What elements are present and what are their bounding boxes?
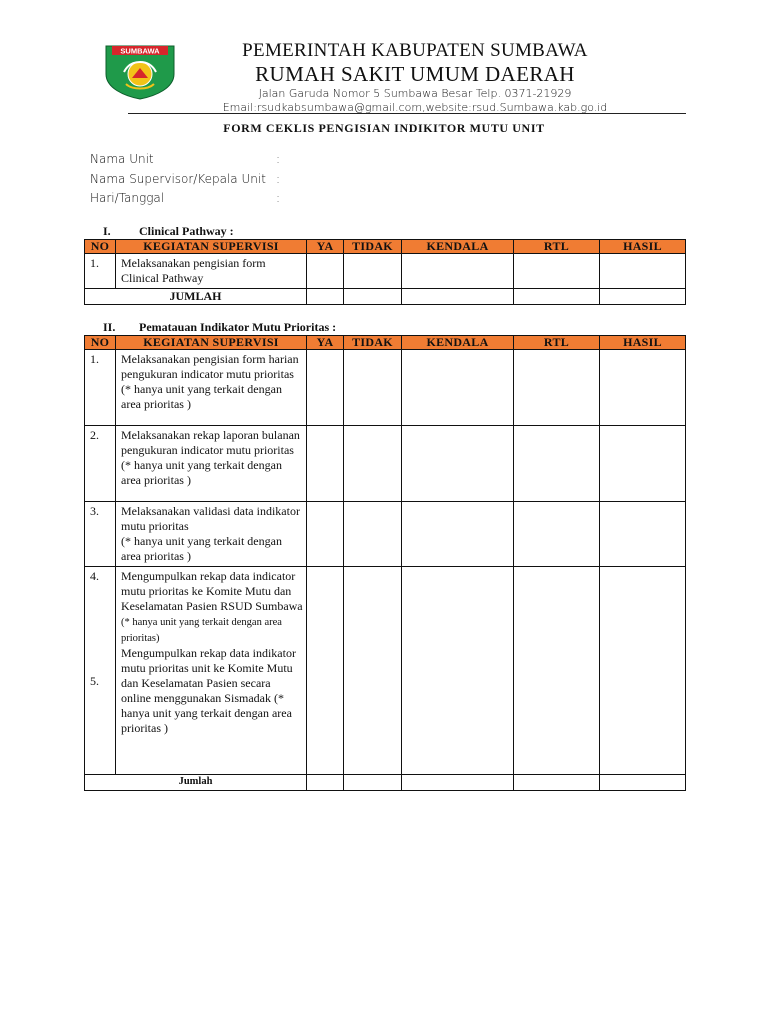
col-ya: YA <box>307 336 344 350</box>
svg-text:SUMBAWA: SUMBAWA <box>120 46 160 56</box>
field-label: Nama Unit <box>90 152 154 166</box>
row-number: 1. <box>85 254 116 289</box>
row-number <box>85 567 116 775</box>
field-nama-supervisor[interactable] <box>90 172 281 186</box>
col-rtl: RTL <box>514 336 600 350</box>
field-colon: : <box>276 152 281 166</box>
section-title: Clinical Pathway : <box>139 224 234 238</box>
row-activity <box>116 426 307 502</box>
cell-rtl[interactable] <box>514 426 600 502</box>
contact-line: Email:rsudkabsumbawa@gmail.com,website:rsud.Sumbawa.kab.go.id <box>222 101 608 114</box>
government-name: PEMERINTAH KABUPATEN SUMBAWA <box>242 40 588 61</box>
cell-ya[interactable] <box>307 254 344 289</box>
activity-4 <box>121 569 303 646</box>
activity-text: Melaksanakan pengisian form harian pengukuran indicator mutu prioritas <box>121 352 299 381</box>
row-activity: Melaksanakan pengisian form Clinical Pathway <box>116 254 307 289</box>
col-tidak: TIDAK <box>344 336 402 350</box>
field-colon: : <box>276 191 281 205</box>
row-activity <box>116 502 307 567</box>
total-rtl[interactable] <box>514 289 600 305</box>
cell-hasil[interactable] <box>600 254 686 289</box>
col-no: NO <box>85 336 116 350</box>
total-tidak[interactable] <box>344 775 402 791</box>
cell-hasil[interactable] <box>600 350 686 426</box>
table-row <box>85 426 686 502</box>
total-kendala[interactable] <box>402 289 514 305</box>
total-ya[interactable] <box>307 775 344 791</box>
sumbawa-logo <box>104 44 176 100</box>
address-line: Jalan Garuda Nomor 5 Sumbawa Besar Telp. 0371-21929 <box>258 87 572 100</box>
col-kegiatan: KEGIATAN SUPERVISI <box>116 240 307 254</box>
cell-tidak[interactable] <box>344 254 402 289</box>
cell-kendala[interactable] <box>402 426 514 502</box>
total-tidak[interactable] <box>344 289 402 305</box>
activity-text: Melaksanakan rekap laporan bulanan pengukuran indicator mutu prioritas <box>121 428 300 457</box>
activity-note: (* hanya unit yang terkait dengan area prioritas) <box>121 617 282 644</box>
cell-tidak[interactable] <box>344 502 402 567</box>
activity-text: Mengumpulkan rekap data indicator mutu prioritas ke Komite Mutu dan Keselamatan Pasien RSUD Sumbawa <box>121 569 303 613</box>
cell-ya[interactable] <box>307 426 344 502</box>
section-title: Pematauan Indikator Mutu Prioritas : <box>139 320 337 334</box>
cell-rtl[interactable] <box>514 350 600 426</box>
table-row <box>85 254 686 289</box>
form-title: FORM CEKLIS PENGISIAN INDIKITOR MUTU UNIT <box>223 121 545 135</box>
table-row <box>85 502 686 567</box>
total-rtl[interactable] <box>514 775 600 791</box>
header-divider <box>128 113 686 114</box>
cell-rtl[interactable] <box>514 567 600 775</box>
cell-hasil[interactable] <box>600 502 686 567</box>
total-ya[interactable] <box>307 289 344 305</box>
cell-rtl[interactable] <box>514 502 600 567</box>
col-hasil: HASIL <box>600 240 686 254</box>
field-colon: : <box>276 172 281 186</box>
table-header-row <box>85 240 686 254</box>
section-number: II. <box>103 320 116 334</box>
cell-hasil[interactable] <box>600 567 686 775</box>
cell-ya[interactable] <box>307 567 344 775</box>
hospital-name: RUMAH SAKIT UMUM DAERAH <box>255 62 575 86</box>
table-header-row <box>85 336 686 350</box>
col-rtl: RTL <box>514 240 600 254</box>
cell-kendala[interactable] <box>402 254 514 289</box>
col-tidak: TIDAK <box>344 240 402 254</box>
row-activity <box>116 567 307 775</box>
row-activity <box>116 350 307 426</box>
table-row <box>85 567 686 775</box>
cell-tidak[interactable] <box>344 426 402 502</box>
col-no: NO <box>85 240 116 254</box>
field-label: Nama Supervisor/Kepala Unit <box>90 172 266 186</box>
activity-note: (* hanya unit yang terkait dengan area prioritas ) <box>121 458 282 487</box>
cell-ya[interactable] <box>307 350 344 426</box>
col-kegiatan: KEGIATAN SUPERVISI <box>116 336 307 350</box>
cell-tidak[interactable] <box>344 350 402 426</box>
cell-kendala[interactable] <box>402 350 514 426</box>
col-hasil: HASIL <box>600 336 686 350</box>
activity-5: Mengumpulkan rekap data indikator mutu prioritas unit ke Komite Mutu dan Keselamatan Pasien secara online menggunakan Sismadak (* hanya unit yang terkait dengan area prioritas ) <box>121 646 296 735</box>
activity-text: Melaksanakan validasi data indikator mutu prioritas <box>121 504 300 533</box>
indikator-mutu-table <box>84 335 686 791</box>
total-hasil[interactable] <box>600 289 686 305</box>
col-kendala: KENDALA <box>402 336 514 350</box>
row-number: 3. <box>85 502 116 567</box>
activity-note: (* hanya unit yang terkait dengan area prioritas ) <box>121 382 282 411</box>
table-row <box>85 350 686 426</box>
row-number: 2. <box>85 426 116 502</box>
total-row <box>85 289 686 305</box>
row-number-4: 4. <box>90 569 99 583</box>
cell-tidak[interactable] <box>344 567 402 775</box>
section-number: I. <box>103 224 111 238</box>
total-label: Jumlah <box>85 775 307 791</box>
total-label: JUMLAH <box>85 289 307 305</box>
activity-note: (* hanya unit yang terkait dengan area prioritas ) <box>121 534 282 563</box>
cell-kendala[interactable] <box>402 502 514 567</box>
row-number-5: 5. <box>90 674 99 688</box>
cell-kendala[interactable] <box>402 567 514 775</box>
cell-rtl[interactable] <box>514 254 600 289</box>
letterhead <box>190 40 640 115</box>
field-label: Hari/Tanggal <box>90 191 165 205</box>
col-kendala: KENDALA <box>402 240 514 254</box>
col-ya: YA <box>307 240 344 254</box>
row-number: 1. <box>85 350 116 426</box>
field-nama-unit[interactable] <box>90 152 281 166</box>
total-hasil[interactable] <box>600 775 686 791</box>
clinical-pathway-table <box>84 239 686 305</box>
field-hari-tanggal[interactable] <box>90 191 281 205</box>
total-kendala[interactable] <box>402 775 514 791</box>
cell-ya[interactable] <box>307 502 344 567</box>
total-row <box>85 775 686 791</box>
cell-hasil[interactable] <box>600 426 686 502</box>
